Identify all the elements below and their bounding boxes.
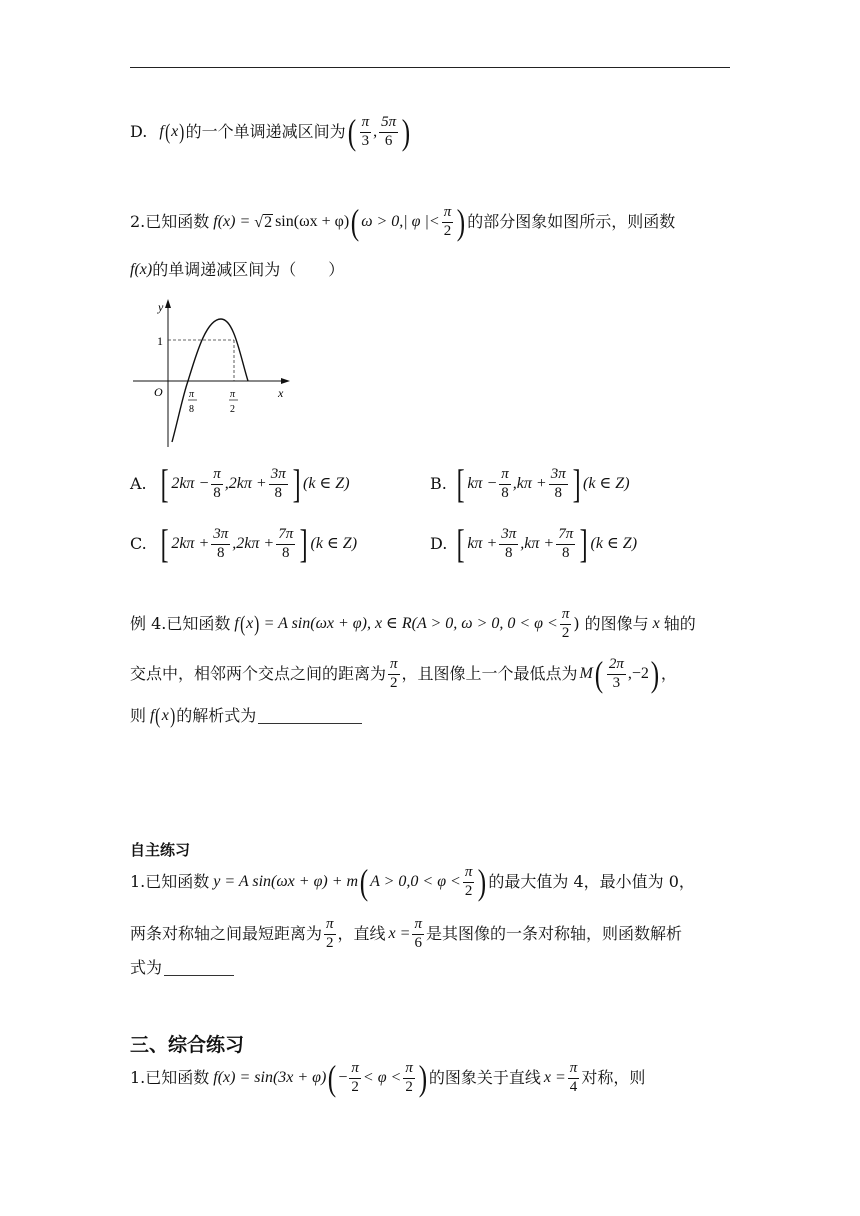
fraction: $\frac{\pi}{2}$	[464, 863, 473, 899]
practice-heading: 自主练习	[130, 841, 191, 859]
fraction: $\frac{2\pi}{3}$	[608, 655, 624, 691]
option-label: D.	[430, 534, 448, 553]
q2-option-c[interactable]: C. [ 2kπ + $\frac{3\pi}{8}$ ,2kπ + $\frac{7\pi}{8}$ ] (k ∈ Z)	[130, 521, 358, 566]
q2-option-d[interactable]: D. [ kπ + $\frac{3\pi}{8}$ ,kπ + $\frac{7\pi}{8}$ ] (k ∈ Z)	[430, 521, 638, 566]
y-label: y	[158, 300, 164, 314]
q2-condition: ω > 0,| φ |<	[361, 213, 440, 230]
section3-heading: 三、综合练习	[130, 1034, 245, 1056]
tick-pi2-num: π	[230, 389, 236, 400]
x-label: x	[278, 386, 284, 400]
practice-q1-line2: 两条对称轴之间最短距离为 $\frac{\pi}{2}$ ，直线 x = $\frac{\pi}{6}$ 是其图像的一条对称轴，则函数解析	[130, 915, 682, 951]
func-var: x	[171, 123, 179, 140]
fraction: $\frac{\pi}{3}$	[361, 113, 370, 149]
q2-option-a[interactable]: A. [ 2kπ − $\frac{\pi}{8}$ ,2kπ + $\frac{3\pi}{8}$ ] (k ∈ Z)	[130, 461, 350, 506]
q2-fx: f(x) =	[213, 213, 251, 230]
fraction: $\frac{\pi}{6}$	[414, 915, 422, 951]
ex4-prefix: 例 4.已知函数	[130, 614, 231, 633]
q2-option-b[interactable]: B. [ kπ − $\frac{\pi}{8}$ ,kπ + $\frac{3\pi}{8}$ ] (k ∈ Z)	[430, 461, 630, 506]
sine-graph	[130, 295, 295, 450]
fraction: $\frac{\pi}{2}$	[351, 1059, 359, 1095]
section3-q1-line1: 1.已知函数 f(x) = sin(3x + φ) ( − $\frac{\pi}{2}$ < φ < $\frac{\pi}{2}$ ) 的图象关于直线 x = $\frac{\pi}{4}$ 对称，则	[130, 1058, 646, 1098]
option-label: C.	[130, 534, 147, 553]
ex4-expr: = A sin(ωx + φ), x ∈ R(A > 0, ω > 0, 0 < φ <	[263, 615, 558, 632]
one-label: 1	[157, 334, 163, 348]
q2-suffix: 的部分图象如图所示，则函数	[467, 212, 676, 231]
option-label: B.	[430, 474, 447, 493]
q2-stem-line1: 2.已知函数 f(x) = √ 2 sin(ωx + φ) ( ω > 0,| φ |< $\frac{\pi}{2}$ ) 的部分图象如图所示，则函数	[130, 202, 676, 242]
y-axis-arrow	[165, 299, 171, 308]
answer-blank[interactable]	[164, 961, 234, 976]
practice-q1-line3: 式为	[130, 960, 234, 976]
prev-option-d: D. f ( x ) 的一个单调递减区间为 ( $\frac{\pi}{3}$ , $\frac{5\pi}{6}$ )	[130, 112, 411, 152]
origin-label: O	[154, 385, 163, 399]
answer-blank[interactable]	[258, 709, 362, 724]
func-name: f	[159, 123, 164, 140]
point-m: M	[579, 665, 593, 682]
practice-q1-line1: 1.已知函数 y = A sin(ωx + φ) + m ( A > 0,0 < φ < $\frac{\pi}{2}$ ) 的最大值为 4，最小值为 0，	[130, 862, 695, 902]
header-rule	[130, 67, 730, 68]
option-label: D.	[130, 122, 148, 141]
option-text: 的一个单调递减区间为	[185, 122, 346, 141]
fraction: $\frac{\pi}{2}$	[326, 915, 334, 951]
x-axis-arrow	[281, 378, 290, 384]
fraction: $\frac{5\pi}{6}$	[381, 113, 397, 149]
q2-fx2: f(x)	[130, 261, 153, 278]
ex4-line1: 例 4.已知函数 f ( x ) = A sin(ωx + φ), x ∈ R(A > 0, ω > 0, 0 < φ < $\frac{\pi}{2}$ ) 的图像与 x 轴的	[130, 605, 696, 641]
tick-pi2-den: 2	[230, 404, 235, 415]
tick-pi8-num: π	[189, 389, 195, 400]
option-label: A.	[130, 474, 147, 493]
ex4-line3: 则 f ( x ) 的解析式为	[130, 705, 362, 727]
fraction: $\frac{\pi}{4}$	[569, 1059, 578, 1095]
fraction: $\frac{\pi}{2}$	[405, 1059, 413, 1095]
fraction: $\frac{\pi}{2}$	[443, 203, 452, 239]
q2-sin: sin(ωx + φ)	[275, 213, 350, 230]
fraction: $\frac{\pi}{2}$	[561, 605, 570, 641]
fraction: $\frac{\pi}{2}$	[390, 655, 398, 691]
q2-line2-text: 的单调递减区间为（ ）	[152, 260, 345, 279]
tick-pi8-den: 8	[189, 404, 194, 415]
q2-prefix: 2.已知函数	[130, 212, 210, 231]
q2-stem-line2	[130, 262, 344, 278]
ex4-line2: 交点中，相邻两个交点之间的距离为 $\frac{\pi}{2}$ ，且图像上一个最低点为 M ( $\frac{2\pi}{3}$ ,−2 ) ，	[130, 654, 677, 694]
sqrt-symbol: √ 2	[254, 213, 273, 231]
